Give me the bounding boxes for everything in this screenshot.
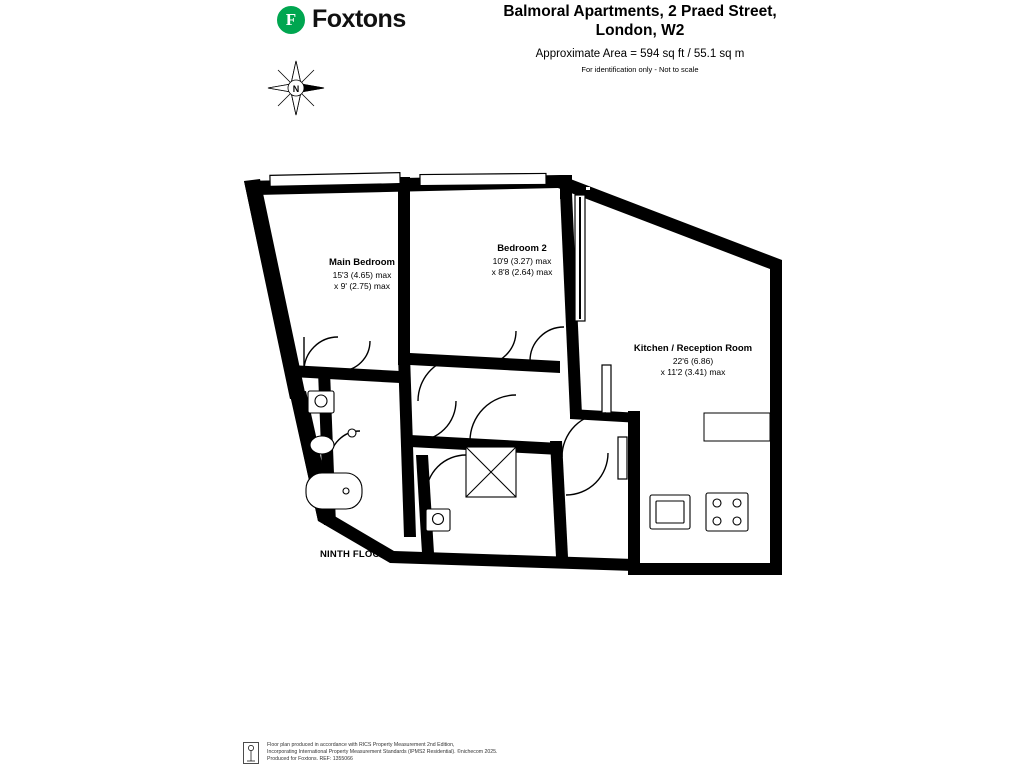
room-label-main-bedroom	[292, 257, 432, 292]
room-dimension-1: 15'3 (4.65) max	[332, 270, 392, 280]
approximate-area: Approximate Area = 594 sq ft / 55.1 sq m	[535, 48, 745, 60]
compass-north-icon	[262, 57, 330, 119]
foxtons-logo	[277, 5, 406, 34]
room-name: Main Bedroom	[329, 257, 395, 268]
room-dimension-1: 10'9 (3.27) max	[492, 256, 552, 266]
footer-line-3: Produced for Foxtons. REF: 1355066	[267, 756, 353, 763]
title-line-1: Balmoral Apartments, 2 Praed Street,	[503, 3, 777, 20]
room-name: Bedroom 2	[497, 243, 547, 254]
room-name: Kitchen / Reception Room	[633, 343, 753, 354]
footer-copyright: ©nichecom 2025.	[457, 749, 498, 756]
hob-icon	[706, 493, 748, 531]
disclaimer-text: For identification only - Not to scale	[581, 65, 699, 74]
bathtub-icon	[306, 473, 362, 509]
footer-text-block	[267, 742, 497, 764]
floor-plan	[230, 165, 810, 605]
foxtons-brand-name: Foxtons	[312, 5, 406, 33]
title-line-2: London, W2	[595, 22, 685, 39]
fixtures	[306, 391, 770, 531]
floor-level-label: NINTH FLOOR	[320, 549, 388, 560]
svg-text:N: N	[292, 84, 300, 94]
room-label-kitchen-reception	[608, 343, 778, 378]
rics-footer-icon	[243, 742, 259, 764]
foxtons-logo-icon: F	[277, 6, 305, 34]
page-title	[430, 2, 850, 74]
room-label-bedroom-2	[452, 243, 592, 278]
footer-line-2: Incorporating International Property Measurement Standards (IPMS2 Residential).	[267, 749, 456, 756]
plan-header	[0, 0, 1024, 110]
plan-footer	[243, 742, 803, 768]
room-dimension-1: 22'6 (6.86)	[672, 356, 714, 366]
room-dimension-2: x 9' (2.75) max	[334, 281, 390, 291]
room-dimension-2: x 8'8 (2.64) max	[491, 267, 553, 277]
basin-icon	[310, 436, 334, 454]
interior-walls	[290, 175, 640, 575]
floor-plan-drawing	[230, 165, 810, 605]
footer-line-1: Floor plan produced in accordance with RICS Property Measurement 2nd Edition,	[267, 742, 455, 748]
room-dimension-2: x 11'2 (3.41) max	[660, 367, 726, 377]
